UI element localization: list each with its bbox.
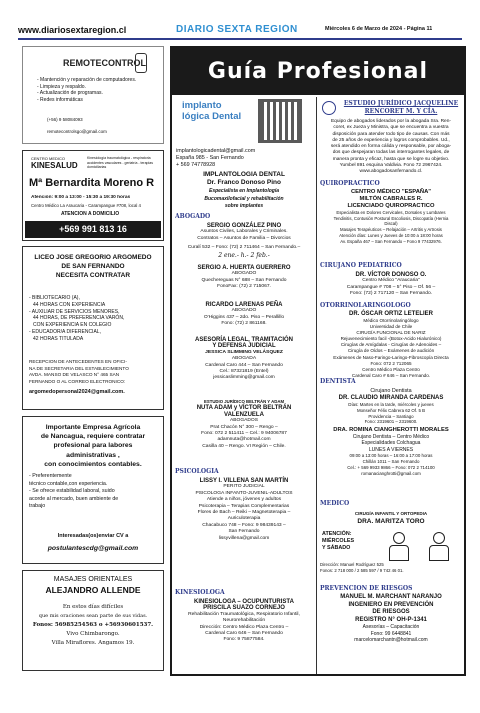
reception-line: FERNANDO O AL CORREO ELECTRONICO: (29, 378, 126, 384)
listing-line: PERITO JUDICIAL (223, 484, 265, 490)
lawyer-name: SERGIO A. HUERTA GUERRERO (197, 265, 291, 271)
listing-line: Chacabuco 748 – Fono: 9 98439143 – (202, 522, 286, 528)
estudio-name-line: RENCORET M. Y CÍA. (364, 107, 438, 115)
listing-line: Providencia – Santiago (368, 413, 414, 419)
asesoria-name: Y DEFENSA JUDICIAL (212, 343, 276, 350)
detail-line: trabajo (29, 503, 46, 509)
masajes-line: que mis oraciones sean parte de sus vidas. (38, 613, 148, 619)
listing-line: Contratos – Asuntos de Familia – Divorcios (197, 235, 291, 241)
listing-line: será atendido en forma cálida y responsable, por aboga- (330, 144, 452, 150)
lawyer-name: JESSICA SLIMMING VELÁSQUEZ (205, 349, 283, 355)
section-label-kinesiologa: KINESIOLOGA (175, 589, 225, 596)
liceo-reception (29, 359, 129, 385)
listing-estudio-rencoret (318, 119, 464, 176)
listing-line: Dirección: Manuel Rodríguez 525 (320, 562, 384, 567)
listing-line: Especialidades Colchagua (361, 440, 421, 447)
prev-name: INGENIERO EN PREVENCIÓN (348, 601, 434, 608)
section-label-dentista: DENTISTA (320, 378, 356, 385)
masajes-phones: Fonos: 56985254563 o +56930601537. (32, 622, 154, 628)
listing-romina-cian (318, 427, 464, 476)
listing-line: Discal) (384, 221, 398, 227)
doctor-name: DR. ÓSCAR ORTIZ LETELIER (349, 311, 433, 317)
listing-line: Cel.: + 569 9933 9866 – Fono: 072 2 714100 (347, 464, 435, 470)
doctor-name: DR. CLAUDIO MIRANDA CARDENAS (338, 395, 444, 401)
asesoria-name: ASESORÍA LEGAL, TRAMITACIÓN (195, 337, 293, 343)
liceo-ad (22, 246, 164, 410)
listing-line: Rehabilitación Traumatológica, Respiratorio Infantil, (188, 611, 300, 617)
listing-priscila-suazo (172, 599, 316, 644)
listing-line: Fono: 072 2 511411 – Cel.: 9 94006787 (201, 431, 287, 437)
masajes-line: Villa Miraflores. Angamos 19. (51, 640, 135, 646)
position-line: - AUXILIAR DE SERVICIOS MENORES, (29, 308, 120, 315)
listing-line: Asesorías – Capacitación (362, 624, 420, 630)
section-label-cirujano: CIRUJANO PEDIÁTRICO (320, 262, 402, 269)
listing-line: San Fernando (228, 529, 260, 535)
listing-line: Casilla 40 – Rengo. VI Región – Chile. (202, 443, 286, 449)
child-figure-icon (389, 545, 409, 561)
child-figure-icon (429, 545, 449, 561)
listing-line: Cardenal Caro 444 – San Fernando (205, 362, 283, 368)
listing-line: dos que despejaran todas las interrogantes legales, de (332, 150, 450, 156)
listing-milton-cabrales (318, 189, 464, 244)
remotecontrol-logo: REMOTECONTROL (63, 58, 146, 68)
service-line: - Actualización de programas. (37, 90, 103, 96)
listing-line: Asuntos Civiles, Laborales y Criminales. (200, 229, 288, 235)
listing-line: Exámenes de Naso-Faringo-Laringo-Fibroscopía Directa (333, 354, 449, 360)
service-line: - Limpieza y respaldo. (37, 83, 86, 90)
listing-email[interactable]: adamnuta@hotmail.com (217, 437, 271, 443)
listing-line: 09:00 a 13:00 horas – 16:00 a 17:00 horas (349, 453, 433, 459)
liceo-email[interactable]: argomedopersonal2024@gmail.com. (29, 389, 125, 395)
section-label-otorrino: OTORRINOLARINGÓLOGO (320, 302, 411, 309)
handwritten-note: 2 ene.- h.- 2 feb.- (218, 251, 270, 259)
listing-line: O'Higgins 437 – 2do. Piso – Perallillo (203, 314, 285, 320)
position-line: 42 HORAS TITULADA (33, 335, 84, 342)
dentista-head: Cirujano Dentista (370, 388, 412, 394)
implanto-doctor: Dr. Franco Donoso Pino (206, 179, 282, 186)
empresa-cta: Interesadas(os)enviar CV a (57, 533, 129, 539)
listing-line: Centro Médico "Araucaria" (362, 278, 420, 284)
detail-line: - Preferentemente (29, 473, 72, 479)
lawyer-name: SERGIO GONZÁLEZ PINO (206, 223, 282, 229)
masajes-ad (22, 570, 164, 671)
reception-line: NA DE SECRETARIA DEL ESTABLECIMIENTO (29, 365, 129, 371)
listing-line: LUNES A VIERNES (368, 446, 414, 453)
empresa-title-line: administrativas , (66, 451, 120, 459)
listing-line: Universidad de Chile (369, 324, 413, 330)
remote-icon (135, 53, 147, 73)
kinesalud-brand-top: CENTRO MEDICO (31, 156, 65, 161)
detail-line: técnico contable,con experiencia. (29, 480, 108, 487)
empresa-title-line: con conocimientos contables. (44, 460, 142, 468)
children-illustration-icon (385, 530, 460, 564)
toro-head: CIRUGÍA INFANTIL Y ORTOPEDIA (354, 511, 428, 516)
liceo-title (23, 253, 163, 280)
listing-line: disposición para atender todo tipo de causas. Con más (332, 131, 450, 137)
spec-line: Bucomaxilofacial y rehabilitación (204, 195, 284, 202)
kine-name: KINESIOLOGA – OCUPUNTURISTA (193, 599, 294, 605)
listing-line: Cirugía de Oídos – Exámenes de audición (347, 348, 435, 354)
listing-sergio-gonzalez (172, 223, 316, 259)
issue-date: Miércoles 6 de Marzo de 2024 - Página 11 (325, 26, 433, 32)
listing-line: Yumbel 891 esquina Valdivia. Fono 72 2967424. (339, 163, 443, 169)
implanto-address: España 985 - San Fernando (176, 154, 244, 161)
listing-line: Especialista en Dolores Cervicales, Dorsales y Lumbares (336, 210, 446, 215)
listing-line: CIRUGÍA FUNCIONAL DE NARIZ (356, 330, 426, 336)
listing-line: Días: Martes en la tarde, miércoles y jueves (348, 402, 434, 407)
listing-line: Prat Chacón N° 300 – Rengo – (210, 424, 278, 430)
toro-contact (320, 562, 404, 574)
listing-ricardo-larenas (172, 302, 316, 328)
listing-line: Fono: 072 2 712065 (370, 360, 412, 366)
listing-line: Curalí 532 – Fono: (72) 2 711464 – San Fernando.– (187, 245, 301, 251)
masajes-title: MASAJES ORIENTALES (53, 576, 133, 583)
listing-line: Psicoterapia – Terapias Complementarias (198, 503, 290, 509)
listing-email[interactable]: romanacianghrotti@gmail.com (361, 470, 421, 476)
kine-name: PRISCILA SUAZO CORNEJO (203, 605, 285, 612)
kinesalud-home: ATENCIÓN A DOMICILIO (61, 211, 120, 217)
toro-day-line: MIÉRCOLES (322, 538, 355, 544)
detail-line: - Se ofrece estabilidad laboral, suido (29, 488, 115, 494)
implanto-heading: IMPLANTOLOGIA DENTAL (203, 171, 285, 178)
estudio-label: ESTUDIO JURÍDICO BELTRÁN Y ADAM (203, 399, 285, 404)
prev-name: REGISTRO N° OH-P-1341 (355, 616, 427, 623)
listing-line: Fono: 99 6448841 (370, 630, 412, 637)
estudio-rencoret-name (338, 100, 464, 115)
liceo-title-line: LICEO JOSE GREGORIO ARGOMEDO (34, 254, 152, 261)
listing-line: Dirección: Centro Médico Plaza Centro – (199, 624, 289, 630)
listing-line: Cirujano Dentista – Centro Médico (352, 434, 430, 440)
guia-title: Guía Profesional (172, 48, 464, 95)
service-line: - Redes informáticas (37, 96, 83, 103)
spec-line: Especialista en Implantología (208, 188, 280, 194)
section-label-psicologia: PSICOLOGÍA (175, 468, 219, 475)
listing-line: ABOGADA (231, 356, 257, 362)
listing-manuel-marchant (318, 594, 464, 644)
listing-line: Equipo de abogados liderados por la abogada Sra. Ren- (330, 119, 451, 124)
listing-sergio-huerta (172, 265, 316, 291)
kinesalud-address: Centro Médico La Araucaria - Carampangue #708, local 4 (31, 203, 141, 208)
masajes-line: Vivo Chimbarongo. (66, 631, 120, 637)
listing-line: PSICOLOGA INFANTO-JUVENIL-ADULTOS (195, 490, 293, 496)
position-line: - EDUCADOR/A DIFERENCIAL, (29, 328, 101, 335)
therapist-name: Mª Bernardita Moreno R (29, 177, 155, 189)
kinesalud-ad (22, 150, 164, 241)
implanto-phone: + 569 74778928 (176, 161, 216, 168)
newspaper-name: DIARIO SEXTA REGIÓN (176, 24, 298, 35)
masajes-line: En estos días difíciles (62, 604, 124, 610)
listing-line: Auriculoterapia (227, 516, 261, 522)
listing-lissy-villena (172, 478, 316, 542)
spec-line: sobre implantes (224, 203, 264, 209)
prev-name: MANUEL M. MARCHANT NARANJO (340, 594, 442, 600)
section-label-prevencion: PREVENCIÓN DE RIESGOS (320, 585, 413, 592)
listing-line: ABOGADO (231, 271, 257, 277)
kinesalud-logo: KINESALUD (31, 161, 78, 170)
child-figure-icon (393, 532, 405, 544)
listing-victor-donoso (318, 272, 464, 298)
kinesalud-hours: Atención: 9:00 a 13:00 - 15:30 a 19:30 horas (31, 195, 131, 200)
scales-of-justice-icon (322, 101, 336, 115)
listing-line: Fono: 2319601 – 2319600. (364, 419, 418, 425)
liceo-title-line: NECESITA CONTRATAR (55, 272, 131, 279)
lawyer-name: NUTA ADAM y VÍCTOR BELTRÁN (196, 405, 292, 412)
listing-oscar-ortiz (318, 311, 464, 379)
toro-day-line: ATENCIÓN: (322, 531, 352, 537)
quiro-name: LICENCIADO QUIROPRACTICO (347, 203, 435, 209)
listing-line: Fonos: 2 718 000 / 2 585 597 / 9 742 46 01. (320, 567, 404, 573)
remotecontrol-ad (22, 46, 164, 144)
listing-line: de 25 años de experiencia y logros comprobables. Ud., (332, 137, 450, 143)
listing-line: Cel.: 87321819 (Entel) (219, 369, 269, 375)
liceo-positions (29, 295, 124, 343)
column-divider (316, 97, 317, 674)
listing-line: Centro Médico Plaza Centro (362, 366, 420, 372)
section-label-medico: MÉDICO (320, 500, 350, 507)
kinesalud-phone: +569 991 813 16 (25, 221, 161, 238)
quiro-name: CENTRO MÉDICO "ESPAÑA" (350, 189, 432, 195)
listing-claudio-miranda (318, 388, 464, 425)
qr-code-icon (258, 99, 302, 143)
toro-name: DRA. MARITZA TORO (357, 518, 425, 525)
listing-line: Fono: 9 75877584. (223, 637, 265, 643)
listing-line: Quechereguas N° 688 – San Fernando (201, 277, 287, 283)
listing-line: Flores de Bach – Reiki – Magnetoterapia – (197, 510, 291, 516)
remotecontrol-services (37, 77, 136, 103)
lawyer-name: VALENZUELA (224, 411, 264, 418)
empresa-title-line: Importante Empresa Agrícola (45, 424, 141, 431)
empresa-email[interactable]: postulantescdg@gmail.com (47, 545, 139, 552)
empresa-title-line: de Nancagua, requiere contratar (40, 433, 146, 441)
site-url[interactable]: www.diariosextaregion.cl (18, 25, 127, 35)
listing-email[interactable]: jessicaslimming@gmail.com (213, 375, 275, 381)
position-line: 44 HORAS CON EXPERIENCIA (33, 301, 106, 308)
lawyer-name: RICARDO LARENAS PEÑA (205, 302, 283, 308)
position-line: CON EXPERIENCIA EN COLEGIO (33, 322, 112, 329)
listing-line: Carampangue # 708 – 5° Piso – Of. 56 – (346, 284, 436, 290)
masajes-body (23, 603, 163, 648)
service-line: - Mantención y reparación de computadores. (37, 77, 137, 83)
listing-asesoria-legal (172, 337, 316, 382)
section-label-quiropractico: QUIROPRÁCTICO (320, 180, 380, 187)
listing-line: Rejuvenecimiento facil -(Botox-Acido Hialurónico) (340, 336, 442, 342)
implanto-spec (172, 188, 316, 211)
position-line: - BIBLIOTECARIO (A), (29, 295, 80, 301)
listing-line: Monseñor Félix Cabrera 62 Of. 5 B (356, 407, 426, 413)
listing-email[interactable]: marcelomarchantn@hotmail.com (354, 637, 428, 644)
listing-line: Tendinitis, Contusión Postural Escoliosis, Discopatía (Hernia (333, 215, 449, 221)
listing-line: Av. España 467 – San Fernando – Fono 9 77432976. (340, 238, 442, 244)
prev-name: DE RIESGOS (372, 609, 410, 615)
empresa-title (23, 423, 163, 469)
empresa-title-line: profesional para labores (53, 442, 133, 450)
empresa-agricola-ad (22, 416, 164, 564)
implanto-logo-text: implanto lógica Dental (182, 100, 242, 122)
listing-line: Fono: (72) 2 861168. (221, 321, 267, 327)
psychologist-name: LISSY I. VILLENA SAN MARTÍN (199, 478, 289, 484)
quiro-name: MILTÓN CABRALES R. (359, 196, 423, 202)
toro-days (322, 531, 354, 552)
implanto-logo (182, 100, 242, 142)
implanto-email[interactable]: implantologicadental@gmail.com (176, 148, 256, 154)
estudio-website[interactable]: www.abogadosanfernando.cl. (359, 169, 423, 175)
child-figure-icon (433, 532, 445, 544)
doctor-name: DR. VÍCTOR DONOSO O. (355, 272, 427, 278)
listing-line: Cardenal Caro # 646 – San Fernando. (351, 372, 431, 378)
toro-day-line: Y SÁBADO (322, 545, 351, 551)
liceo-title-line: DE SAN FERNANDO (61, 263, 125, 270)
remotecontrol-email: remotecontrolsgo@gmail.com (47, 129, 107, 134)
section-label-abogado: ABOGADO (175, 213, 211, 220)
masajes-name: ALEJANDRO ALLENDE (45, 585, 141, 595)
listing-line: Atención días: Lunes y Jueves de 10:00 a 18:00 horas (339, 232, 443, 238)
listing-line: manera pronta y eficaz, hasta que se logre su objetivo. (332, 156, 450, 162)
reception-line: AVDA. MANSO DE VELASCO N° 465 SAN (29, 372, 120, 377)
listing-estudio-nuta (172, 399, 316, 450)
listing-line: Médico Otorrinolaringólogo (363, 318, 419, 323)
listing-line: Fono: (72) 2 717120 – San Fernando. (349, 291, 433, 297)
listing-line: Cardenal Caro 646 – San Fernando (205, 631, 283, 637)
listing-line: FonoFax: (72) 2 715067. (217, 284, 271, 290)
listing-line: Neurorehabilitación (222, 618, 266, 624)
listing-line: ABOGADOS (230, 418, 258, 424)
header-rule (18, 38, 462, 40)
listing-line: Masajes Terapéuticos – Relajación – Artritis y Artrosis (340, 227, 442, 233)
estudio-name-line: ESTUDIO JURÍDICO JACQUELINE (343, 100, 459, 107)
doctor-name: DRA. ROMINA CIANGHEROTTI MORALES (333, 427, 449, 433)
remotecontrol-phone: (+56) 9 58084093 (47, 117, 83, 122)
listing-line: coret, ex Jueza y Ministra, que se encuentra a vuestra (333, 125, 449, 131)
position-line: 44 HORAS, DE PREFERENCIA VARÓN, (33, 315, 125, 322)
empresa-details (29, 473, 118, 511)
listing-line: Cirugías de Amígdalas - Cirugías de Adenoides – (340, 342, 442, 348)
listing-line: Atiende a niños, jóvenes y adultos (206, 497, 282, 503)
detail-line: acorde al mercado, buen ambiente de (29, 495, 119, 502)
implanto-contact (172, 148, 316, 168)
listing-line: Chillán 1011 – San Fernando (362, 459, 420, 465)
kinesalud-tagline: Kinesiología traumatológica - respiratoria accidentes vasculares - geriatría - terapias domiciliarias (87, 156, 153, 169)
listing-email[interactable]: lissyvillena@gmail.com (218, 535, 270, 541)
listing-line: ABOGADO (231, 308, 257, 314)
reception-line: RECEPCION DE ANTECEDENTES EN OFICI- (29, 359, 127, 364)
